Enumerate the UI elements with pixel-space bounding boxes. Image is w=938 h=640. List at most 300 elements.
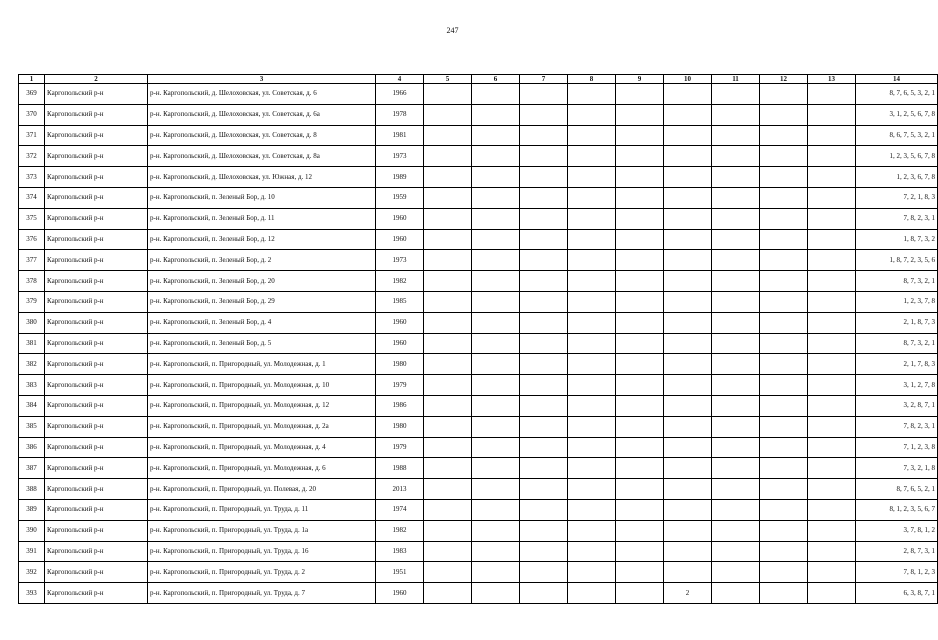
address-cell: р-н. Каргопольский, п. Пригородный, ул. Труда, д. 16: [148, 541, 376, 562]
table-row: [19, 271, 938, 292]
empty-cell: [424, 333, 472, 354]
empty-cell: [424, 479, 472, 500]
column-header-5: 5: [424, 75, 472, 84]
empty-cell: [808, 271, 856, 292]
empty-cell: [616, 541, 664, 562]
empty-cell: [808, 167, 856, 188]
empty-cell: [616, 146, 664, 167]
empty-cell: [424, 291, 472, 312]
address-cell: р-н. Каргопольский, д. Шелоховская, ул. Советская, д. 6: [148, 84, 376, 105]
column-10-cell: [664, 458, 712, 479]
column-10-cell: [664, 416, 712, 437]
empty-cell: [568, 562, 616, 583]
empty-cell: [568, 271, 616, 292]
year-cell: 1982: [376, 520, 424, 541]
table-row: [19, 84, 938, 105]
empty-cell: [472, 416, 520, 437]
column-10-cell: [664, 479, 712, 500]
empty-cell: [760, 229, 808, 250]
empty-cell: [808, 125, 856, 146]
empty-cell: [712, 479, 760, 500]
year-cell: 1989: [376, 167, 424, 188]
row-number: 384: [19, 395, 45, 416]
empty-cell: [424, 312, 472, 333]
empty-cell: [616, 333, 664, 354]
empty-cell: [712, 437, 760, 458]
year-cell: 1973: [376, 250, 424, 271]
empty-cell: [520, 520, 568, 541]
empty-cell: [808, 333, 856, 354]
row-number: 375: [19, 208, 45, 229]
district-cell: Каргопольский р-н: [45, 312, 148, 333]
column-10-cell: [664, 354, 712, 375]
address-cell: р-н. Каргопольский, п. Пригородный, ул. Труда, д. 1а: [148, 520, 376, 541]
empty-cell: [712, 229, 760, 250]
address-cell: р-н. Каргопольский, п. Пригородный, ул. Молодежная, д. 4: [148, 437, 376, 458]
empty-cell: [760, 167, 808, 188]
empty-cell: [424, 146, 472, 167]
column-14-cell: 8, 7, 6, 5, 3, 2, 1: [856, 84, 938, 105]
column-14-cell: 7, 2, 1, 8, 3: [856, 187, 938, 208]
empty-cell: [424, 499, 472, 520]
table-row: [19, 416, 938, 437]
column-header-6: 6: [472, 75, 520, 84]
empty-cell: [760, 437, 808, 458]
column-10-cell: [664, 104, 712, 125]
empty-cell: [616, 271, 664, 292]
empty-cell: [472, 520, 520, 541]
empty-cell: [616, 167, 664, 188]
row-number: 376: [19, 229, 45, 250]
table-row: [19, 520, 938, 541]
empty-cell: [712, 354, 760, 375]
empty-cell: [712, 250, 760, 271]
table-row: [19, 541, 938, 562]
column-header-9: 9: [616, 75, 664, 84]
table-row: [19, 375, 938, 396]
district-cell: Каргопольский р-н: [45, 541, 148, 562]
year-cell: 1983: [376, 541, 424, 562]
district-cell: Каргопольский р-н: [45, 104, 148, 125]
empty-cell: [520, 187, 568, 208]
year-cell: 1985: [376, 291, 424, 312]
table-row: [19, 458, 938, 479]
empty-cell: [424, 125, 472, 146]
empty-cell: [472, 229, 520, 250]
column-14-cell: 1, 2, 3, 5, 6, 7, 8: [856, 146, 938, 167]
empty-cell: [616, 229, 664, 250]
empty-cell: [712, 187, 760, 208]
empty-cell: [520, 583, 568, 604]
table-row: [19, 229, 938, 250]
empty-cell: [472, 291, 520, 312]
year-cell: 1986: [376, 395, 424, 416]
empty-cell: [568, 104, 616, 125]
column-10-cell: [664, 291, 712, 312]
empty-cell: [760, 458, 808, 479]
address-cell: р-н. Каргопольский, п. Зеленый Бор, д. 12: [148, 229, 376, 250]
empty-cell: [424, 583, 472, 604]
empty-cell: [520, 250, 568, 271]
column-header-7: 7: [520, 75, 568, 84]
empty-cell: [760, 146, 808, 167]
column-10-cell: [664, 187, 712, 208]
empty-cell: [424, 437, 472, 458]
column-14-cell: 3, 7, 8, 1, 2: [856, 520, 938, 541]
column-10-cell: [664, 271, 712, 292]
column-14-cell: 8, 1, 2, 3, 5, 6, 7: [856, 499, 938, 520]
district-cell: Каргопольский р-н: [45, 562, 148, 583]
empty-cell: [712, 167, 760, 188]
row-number: 377: [19, 250, 45, 271]
empty-cell: [520, 416, 568, 437]
address-cell: р-н. Каргопольский, д. Шелоховская, ул. Советская, д. 8а: [148, 146, 376, 167]
empty-cell: [568, 520, 616, 541]
year-cell: 1960: [376, 312, 424, 333]
empty-cell: [424, 167, 472, 188]
empty-cell: [472, 125, 520, 146]
empty-cell: [616, 375, 664, 396]
row-number: 385: [19, 416, 45, 437]
empty-cell: [472, 84, 520, 105]
page-number: 247: [446, 26, 459, 35]
column-10-cell: [664, 520, 712, 541]
empty-cell: [424, 395, 472, 416]
empty-cell: [808, 541, 856, 562]
empty-cell: [568, 84, 616, 105]
district-cell: Каргопольский р-н: [45, 187, 148, 208]
empty-cell: [472, 104, 520, 125]
empty-cell: [760, 312, 808, 333]
column-10-cell: [664, 541, 712, 562]
empty-cell: [808, 479, 856, 500]
column-10-cell: [664, 562, 712, 583]
row-number: 373: [19, 167, 45, 188]
column-header-8: 8: [568, 75, 616, 84]
row-number: 393: [19, 583, 45, 604]
empty-cell: [760, 416, 808, 437]
address-cell: р-н. Каргопольский, п. Зеленый Бор, д. 4: [148, 312, 376, 333]
column-10-cell: [664, 395, 712, 416]
empty-cell: [760, 395, 808, 416]
empty-cell: [472, 499, 520, 520]
empty-cell: [568, 458, 616, 479]
empty-cell: [568, 229, 616, 250]
empty-cell: [520, 562, 568, 583]
address-cell: р-н. Каргопольский, п. Зеленый Бор, д. 2: [148, 250, 376, 271]
address-cell: р-н. Каргопольский, д. Шелоховская, ул. Советская, д. 6а: [148, 104, 376, 125]
empty-cell: [808, 395, 856, 416]
column-14-cell: 1, 2, 3, 7, 8: [856, 291, 938, 312]
empty-cell: [616, 499, 664, 520]
table-row: [19, 167, 938, 188]
year-cell: 1951: [376, 562, 424, 583]
empty-cell: [472, 375, 520, 396]
district-cell: Каргопольский р-н: [45, 208, 148, 229]
address-cell: р-н. Каргопольский, д. Шелоховская, ул. Южная, д. 12: [148, 167, 376, 188]
table-row: [19, 333, 938, 354]
table-header: [19, 75, 938, 84]
column-10-cell: 2: [664, 583, 712, 604]
address-cell: р-н. Каргопольский, п. Пригородный, ул. Молодежная, д. 10: [148, 375, 376, 396]
address-cell: р-н. Каргопольский, п. Пригородный, ул. Труда, д. 2: [148, 562, 376, 583]
empty-cell: [424, 271, 472, 292]
district-cell: Каргопольский р-н: [45, 146, 148, 167]
empty-cell: [616, 187, 664, 208]
empty-cell: [472, 541, 520, 562]
empty-cell: [568, 187, 616, 208]
empty-cell: [520, 437, 568, 458]
empty-cell: [760, 271, 808, 292]
empty-cell: [616, 84, 664, 105]
empty-cell: [520, 312, 568, 333]
table-row: [19, 312, 938, 333]
empty-cell: [760, 583, 808, 604]
address-cell: р-н. Каргопольский, п. Пригородный, ул. Молодежная, д. 12: [148, 395, 376, 416]
column-10-cell: [664, 250, 712, 271]
column-14-cell: 3, 2, 8, 7, 1: [856, 395, 938, 416]
empty-cell: [568, 167, 616, 188]
row-number: 387: [19, 458, 45, 479]
district-cell: Каргопольский р-н: [45, 416, 148, 437]
address-cell: р-н. Каргопольский, п. Зеленый Бор, д. 5: [148, 333, 376, 354]
table-row: [19, 479, 938, 500]
empty-cell: [808, 104, 856, 125]
column-10-cell: [664, 125, 712, 146]
district-cell: Каргопольский р-н: [45, 437, 148, 458]
column-header-11: 11: [712, 75, 760, 84]
year-cell: 1982: [376, 271, 424, 292]
empty-cell: [760, 208, 808, 229]
district-cell: Каргопольский р-н: [45, 395, 148, 416]
empty-cell: [712, 208, 760, 229]
column-14-cell: 1, 8, 7, 2, 3, 5, 6: [856, 250, 938, 271]
empty-cell: [568, 125, 616, 146]
empty-cell: [808, 84, 856, 105]
empty-cell: [520, 167, 568, 188]
empty-cell: [520, 499, 568, 520]
column-14-cell: 7, 3, 2, 1, 8: [856, 458, 938, 479]
empty-cell: [472, 458, 520, 479]
empty-cell: [760, 562, 808, 583]
column-10-cell: [664, 499, 712, 520]
column-14-cell: 7, 8, 1, 2, 3: [856, 562, 938, 583]
column-14-cell: 2, 1, 7, 8, 3: [856, 354, 938, 375]
empty-cell: [520, 395, 568, 416]
table-row: [19, 146, 938, 167]
empty-cell: [808, 499, 856, 520]
table-body: [19, 84, 938, 604]
empty-cell: [712, 125, 760, 146]
address-cell: р-н. Каргопольский, п. Пригородный, ул. Полевая, д. 20: [148, 479, 376, 500]
column-14-cell: 7, 8, 2, 3, 1: [856, 208, 938, 229]
empty-cell: [520, 146, 568, 167]
column-10-cell: [664, 167, 712, 188]
empty-cell: [568, 499, 616, 520]
empty-cell: [424, 416, 472, 437]
column-14-cell: 3, 1, 2, 5, 6, 7, 8: [856, 104, 938, 125]
empty-cell: [568, 479, 616, 500]
empty-cell: [520, 333, 568, 354]
empty-cell: [520, 479, 568, 500]
empty-cell: [568, 416, 616, 437]
empty-cell: [712, 291, 760, 312]
address-cell: р-н. Каргопольский, п. Зеленый Бор, д. 29: [148, 291, 376, 312]
district-cell: Каргопольский р-н: [45, 354, 148, 375]
empty-cell: [808, 416, 856, 437]
empty-cell: [424, 458, 472, 479]
column-14-cell: 3, 1, 2, 7, 8: [856, 375, 938, 396]
column-header-10: 10: [664, 75, 712, 84]
table-row: [19, 583, 938, 604]
address-cell: р-н. Каргопольский, п. Пригородный, ул. Молодежная, д. 1: [148, 354, 376, 375]
address-cell: р-н. Каргопольский, п. Зеленый Бор, д. 10: [148, 187, 376, 208]
empty-cell: [760, 250, 808, 271]
column-14-cell: 2, 1, 8, 7, 3: [856, 312, 938, 333]
district-cell: Каргопольский р-н: [45, 125, 148, 146]
column-14-cell: 8, 7, 6, 5, 2, 1: [856, 479, 938, 500]
empty-cell: [520, 375, 568, 396]
empty-cell: [568, 291, 616, 312]
row-number: 386: [19, 437, 45, 458]
empty-cell: [424, 84, 472, 105]
empty-cell: [616, 520, 664, 541]
empty-cell: [520, 291, 568, 312]
empty-cell: [808, 562, 856, 583]
empty-cell: [808, 187, 856, 208]
district-cell: Каргопольский р-н: [45, 479, 148, 500]
empty-cell: [616, 437, 664, 458]
header-row: [19, 75, 938, 84]
empty-cell: [616, 395, 664, 416]
row-number: 383: [19, 375, 45, 396]
empty-cell: [808, 458, 856, 479]
address-cell: р-н. Каргопольский, п. Пригородный, ул. Труда, д. 7: [148, 583, 376, 604]
address-cell: р-н. Каргопольский, п. Зеленый Бор, д. 11: [148, 208, 376, 229]
empty-cell: [760, 541, 808, 562]
column-14-cell: 8, 7, 3, 2, 1: [856, 333, 938, 354]
year-cell: 1979: [376, 375, 424, 396]
year-cell: 1980: [376, 416, 424, 437]
column-14-cell: 7, 1, 2, 3, 8: [856, 437, 938, 458]
empty-cell: [568, 354, 616, 375]
row-number: 379: [19, 291, 45, 312]
empty-cell: [616, 458, 664, 479]
empty-cell: [472, 312, 520, 333]
empty-cell: [712, 271, 760, 292]
row-number: 382: [19, 354, 45, 375]
column-14-cell: 6, 3, 8, 7, 1: [856, 583, 938, 604]
empty-cell: [760, 84, 808, 105]
column-14-cell: 1, 8, 7, 3, 2: [856, 229, 938, 250]
empty-cell: [616, 125, 664, 146]
year-cell: 1960: [376, 583, 424, 604]
row-number: 381: [19, 333, 45, 354]
row-number: 392: [19, 562, 45, 583]
empty-cell: [520, 354, 568, 375]
empty-cell: [472, 187, 520, 208]
empty-cell: [568, 333, 616, 354]
empty-cell: [568, 395, 616, 416]
district-cell: Каргопольский р-н: [45, 520, 148, 541]
empty-cell: [616, 291, 664, 312]
empty-cell: [712, 583, 760, 604]
year-cell: 1974: [376, 499, 424, 520]
empty-cell: [760, 499, 808, 520]
empty-cell: [472, 333, 520, 354]
empty-cell: [616, 104, 664, 125]
empty-cell: [472, 146, 520, 167]
year-cell: 1980: [376, 354, 424, 375]
empty-cell: [568, 250, 616, 271]
empty-cell: [712, 375, 760, 396]
empty-cell: [808, 375, 856, 396]
column-14-cell: 8, 6, 7, 5, 3, 2, 1: [856, 125, 938, 146]
district-cell: Каргопольский р-н: [45, 167, 148, 188]
empty-cell: [424, 354, 472, 375]
row-number: 374: [19, 187, 45, 208]
empty-cell: [760, 354, 808, 375]
housing-register-table: [18, 74, 938, 604]
empty-cell: [520, 541, 568, 562]
empty-cell: [712, 333, 760, 354]
empty-cell: [760, 520, 808, 541]
empty-cell: [808, 520, 856, 541]
row-number: 371: [19, 125, 45, 146]
empty-cell: [568, 541, 616, 562]
empty-cell: [568, 208, 616, 229]
table-row: [19, 499, 938, 520]
district-cell: Каргопольский р-н: [45, 583, 148, 604]
row-number: 369: [19, 84, 45, 105]
table-row: [19, 562, 938, 583]
district-cell: Каргопольский р-н: [45, 333, 148, 354]
year-cell: 1960: [376, 229, 424, 250]
empty-cell: [520, 458, 568, 479]
empty-cell: [712, 499, 760, 520]
column-header-12: 12: [760, 75, 808, 84]
empty-cell: [712, 416, 760, 437]
row-number: 390: [19, 520, 45, 541]
empty-cell: [424, 250, 472, 271]
column-10-cell: [664, 208, 712, 229]
empty-cell: [616, 312, 664, 333]
year-cell: 1960: [376, 333, 424, 354]
empty-cell: [568, 375, 616, 396]
empty-cell: [760, 187, 808, 208]
address-cell: р-н. Каргопольский, п. Пригородный, ул. Труда, д. 11: [148, 499, 376, 520]
table-row: [19, 208, 938, 229]
empty-cell: [616, 562, 664, 583]
address-cell: р-н. Каргопольский, п. Пригородный, ул. Молодежная, д. 2а: [148, 416, 376, 437]
empty-cell: [472, 354, 520, 375]
column-header-3: 3: [148, 75, 376, 84]
empty-cell: [520, 84, 568, 105]
row-number: 370: [19, 104, 45, 125]
column-10-cell: [664, 437, 712, 458]
empty-cell: [712, 312, 760, 333]
district-cell: Каргопольский р-н: [45, 375, 148, 396]
empty-cell: [568, 583, 616, 604]
empty-cell: [808, 354, 856, 375]
empty-cell: [520, 271, 568, 292]
empty-cell: [472, 479, 520, 500]
year-cell: 1979: [376, 437, 424, 458]
empty-cell: [520, 208, 568, 229]
table-row: [19, 104, 938, 125]
empty-cell: [760, 104, 808, 125]
empty-cell: [472, 271, 520, 292]
